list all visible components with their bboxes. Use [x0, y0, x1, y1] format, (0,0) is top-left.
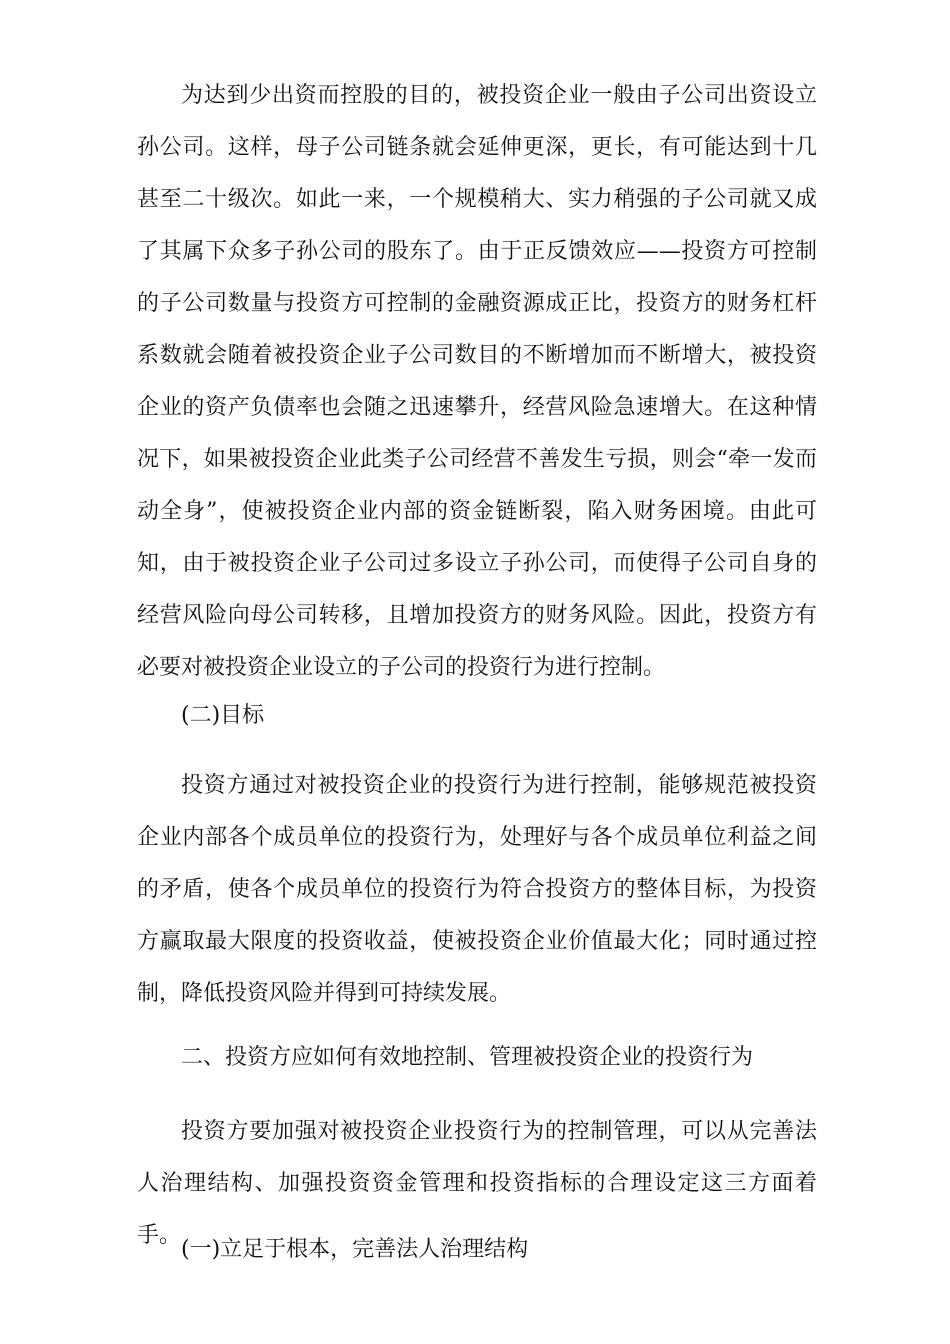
- heading-objective: (二)目标: [181, 703, 265, 728]
- paragraph-subsidiary-risk: 为达到少出资而控股的目的，被投资企业一般由子公司出资设立孙公司。这样，母子公司链条就会延伸更深，更长，有可能达到十几甚至二十级次。如此一来，一个规模稍大、实力稍强的子公司就又成了其属下众多子孙公司的股东了。由于正反馈效应——投资方可控制的子公司数量与投资方可控制的金融资源成正比，投资方的财务杠杆系数就会随着被投资企业子公司数目的不断增加而不断增大，被投资企业的资产负债率也会随之迅速攀升，经营风险急速增大。在这种情况下，如果被投资企业此类子公司经营不善发生亏损，则会“牵一发而动全身”，使被投资企业内部的资金链断裂，陷入财务困境。由此可知，由于被投资企业子公司过多设立子孙公司，而使得子公司自身的经营风险向母公司转移，且增加投资方的财务风险。因此，投资方有必要对被投资企业设立的子公司的投资行为进行控制。: [137, 83, 817, 680]
- heading-governance: (一)立足于根本，完善法人治理结构: [181, 1237, 529, 1262]
- paragraph-control-approach: 投资方要加强对被投资企业投资行为的控制管理，可以从完善法人治理结构、加强投资资金管理和投资指标的合理设定这三方面着手。: [137, 1119, 817, 1248]
- paragraph-objective: 投资方通过对被投资企业的投资行为进行控制，能够规范被投资企业内部各个成员单位的投资行为，处理好与各个成员单位利益之间的矛盾，使各个成员单位的投资行为符合投资方的整体目标，为投资方赢取最大限度的投资收益，使被投资企业价值最大化；同时通过控制，降低投资风险并得到可持续发展。: [137, 773, 817, 1006]
- heading-section-two: 二、投资方应如何有效地控制、管理被投资企业的投资行为: [181, 1045, 754, 1070]
